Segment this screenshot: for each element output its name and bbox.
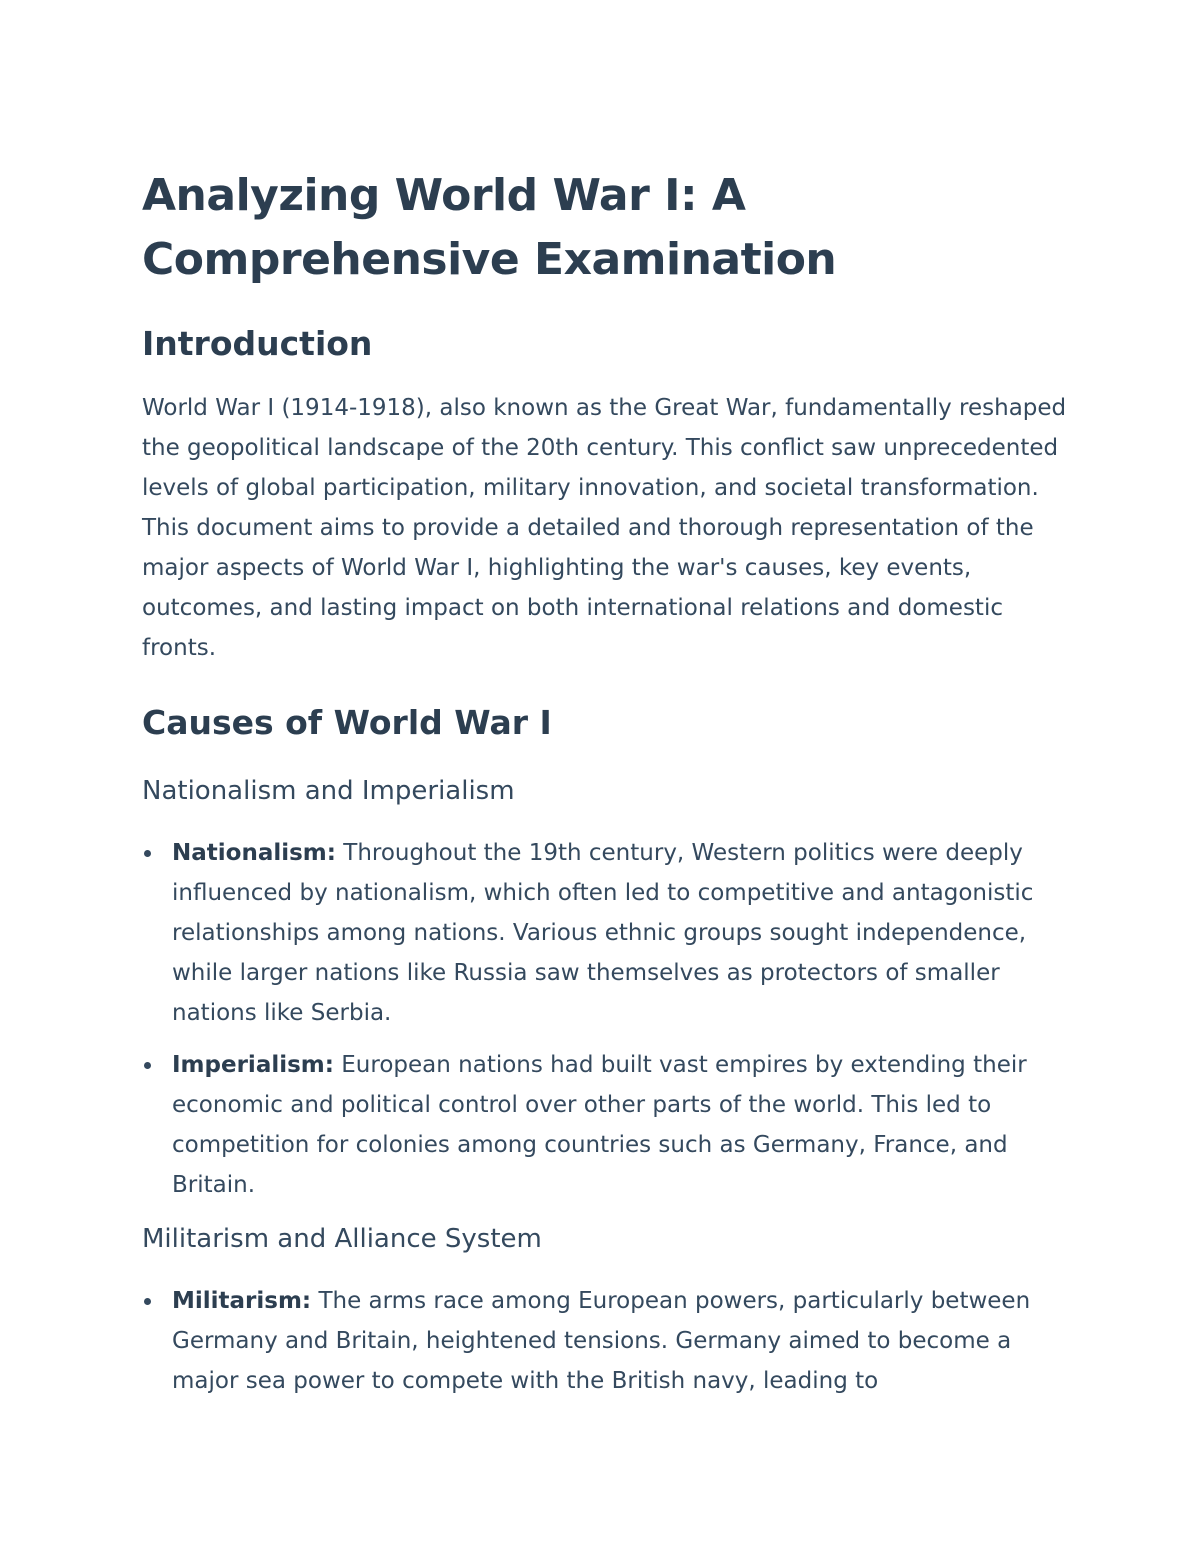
list-item-term: Imperialism: <box>172 1052 334 1078</box>
introduction-heading: Introduction <box>142 324 373 363</box>
document-title: Analyzing World War I: A Comprehensive Examination <box>142 170 837 285</box>
list-item-term: Nationalism: <box>172 840 336 866</box>
list-item-text: Throughout the 19th century, Western politics were deeply influenced by nationalism, which often led to competitive and antagonistic relationships among nations. Various ethnic groups sought independence, while larger nations like Russia saw themselves as protectors of smaller nations like Serbia. <box>172 840 1034 1026</box>
list-item-text: The arms race among European powers, particularly between Germany and Britain, heightened tensions. Germany aimed to become a major sea power to compete with the British navy, leading to <box>172 1288 1031 1394</box>
bullet-icon <box>144 1062 151 1069</box>
bullet-icon <box>144 850 151 857</box>
list-item <box>142 1281 1072 1401</box>
introduction-paragraph: World War I (1914-1918), also known as the Great War, fundamentally reshaped the geopolitical landscape of the 20th century. This conflict saw unprecedented levels of global participation, military innovation, and societal transformation. This document aims to provide a detailed and thorough representation of the major aspects of World War I, highlighting the war's causes, key events, outcomes, and lasting impact on both international relations and domestic fronts. <box>142 395 1067 661</box>
nationalism-imperialism-heading: Nationalism and Imperialism <box>142 776 515 806</box>
document-page <box>142 164 1072 1413</box>
list-item-term: Militarism: <box>172 1288 312 1314</box>
nationalism-imperialism-list <box>142 833 1072 1205</box>
causes-heading: Causes of World War I <box>142 703 552 742</box>
list-item <box>142 833 1072 1033</box>
militarism-alliance-heading: Militarism and Alliance System <box>142 1224 542 1254</box>
bullet-icon <box>144 1298 151 1305</box>
list-item <box>142 1045 1072 1205</box>
list-item-text: European nations had built vast empires by extending their economic and political control over other parts of the world. This led to competition for colonies among countries such as Germany, France, and Britain. <box>172 1052 1027 1198</box>
militarism-alliance-list <box>142 1281 1072 1401</box>
